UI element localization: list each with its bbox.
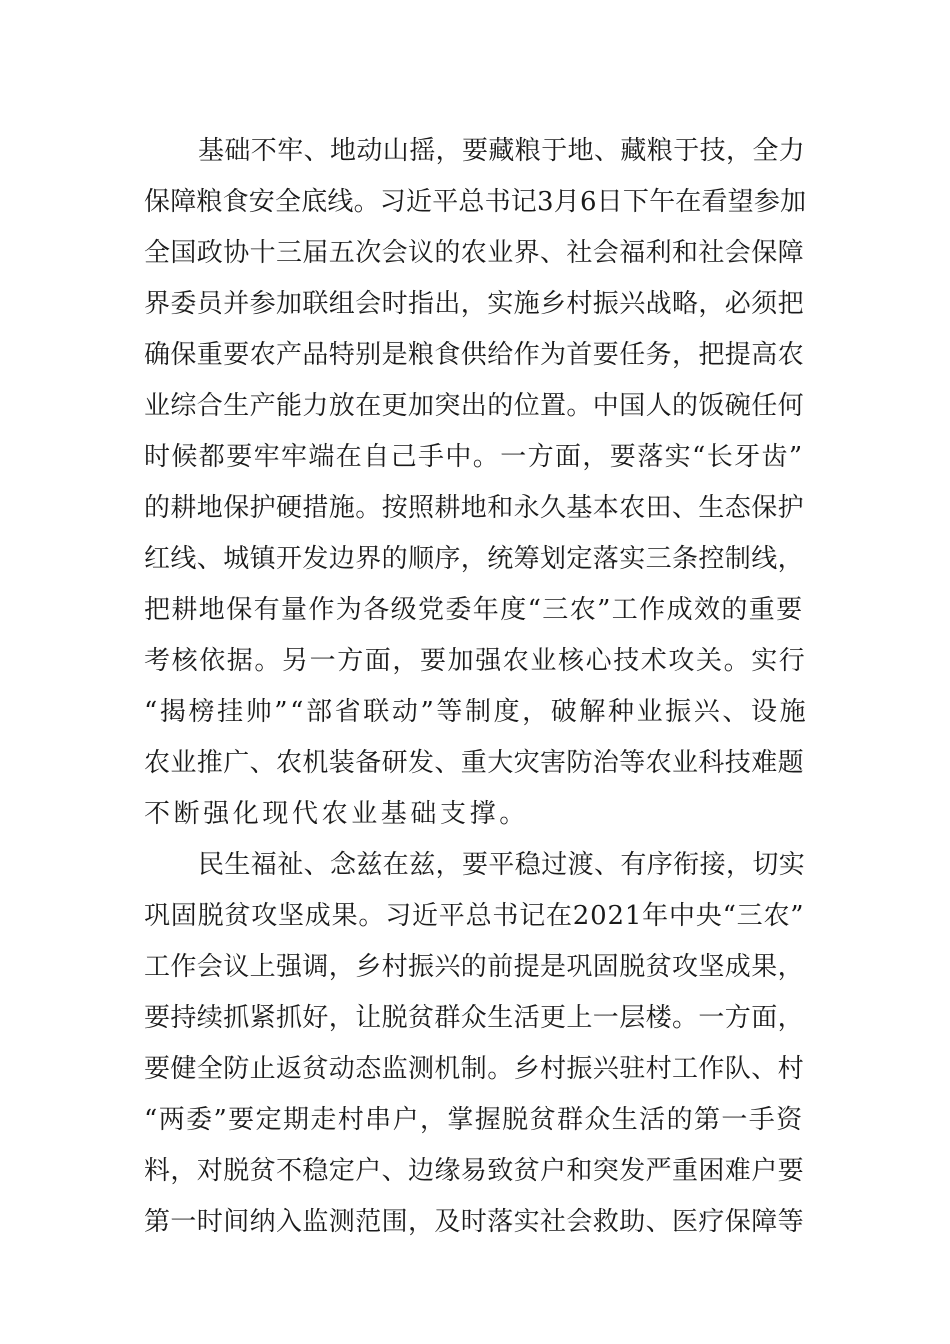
paragraph-line: 的耕地保护硬措施。按照耕地和永久基本农田、生态保护 bbox=[144, 493, 805, 523]
paragraph-line: 巩固脱贫攻坚成果。习近平总书记在2021年中央“三农” bbox=[144, 901, 805, 931]
paragraph-line: “揭榜挂帅”“部省联动”等制度，破解种业振兴、设施 bbox=[144, 697, 809, 727]
paragraph-line: 不断强化现代农业基础支撑。 bbox=[144, 799, 529, 829]
paragraph-line: “两委”要定期走村串户，掌握脱贫群众生活的第一手资 bbox=[144, 1105, 804, 1135]
paragraph-line: 工作会议上强调，乡村振兴的前提是巩固脱贫攻坚成果， bbox=[144, 952, 805, 982]
paragraph-line: 料，对脱贫不稳定户、边缘易致贫户和突发严重困难户要 bbox=[144, 1156, 805, 1186]
paragraph-line: 全国政协十三届五次会议的农业界、社会福利和社会保障 bbox=[144, 238, 805, 268]
paragraph-line: 农业推广、农机装备研发、重大灾害防治等农业科技难题 bbox=[144, 748, 805, 778]
paragraph-line: 要持续抓紧抓好，让脱贫群众生活更上一层楼。一方面， bbox=[144, 1003, 805, 1033]
paragraph-line: 界委员并参加联组会时指出，实施乡村振兴战略，必须把 bbox=[144, 289, 805, 319]
paragraph-line: 红线、城镇开发边界的顺序，统筹划定落实三条控制线， bbox=[144, 544, 805, 574]
paragraph-line: 保障粮食安全底线。习近平总书记3月6日下午在看望参加 bbox=[144, 187, 807, 217]
paragraph-line: 民生福祉、念兹在兹，要平稳过渡、有序衔接，切实 bbox=[198, 850, 806, 880]
paragraph-line: 时候都要牢牢端在自己手中。一方面，要落实“长牙齿” bbox=[144, 442, 804, 472]
paragraph-line: 基础不牢、地动山摇，要藏粮于地、藏粮于技，全力 bbox=[198, 136, 806, 166]
paragraph-line: 考核依据。另一方面，要加强农业核心技术攻关。实行 bbox=[144, 646, 807, 676]
paragraph-line: 业综合生产能力放在更加突出的位置。中国人的饭碗任何 bbox=[144, 391, 805, 421]
paragraph-line: 确保重要农产品特别是粮食供给作为首要任务，把提高农 bbox=[144, 340, 805, 370]
paragraph-line: 把耕地保有量作为各级党委年度“三农”工作成效的重要 bbox=[144, 595, 804, 625]
paragraph-line: 要健全防止返贫动态监测机制。乡村振兴驻村工作队、村 bbox=[144, 1054, 805, 1084]
paragraph-line: 第一时间纳入监测范围，及时落实社会救助、医疗保障等 bbox=[144, 1207, 805, 1237]
